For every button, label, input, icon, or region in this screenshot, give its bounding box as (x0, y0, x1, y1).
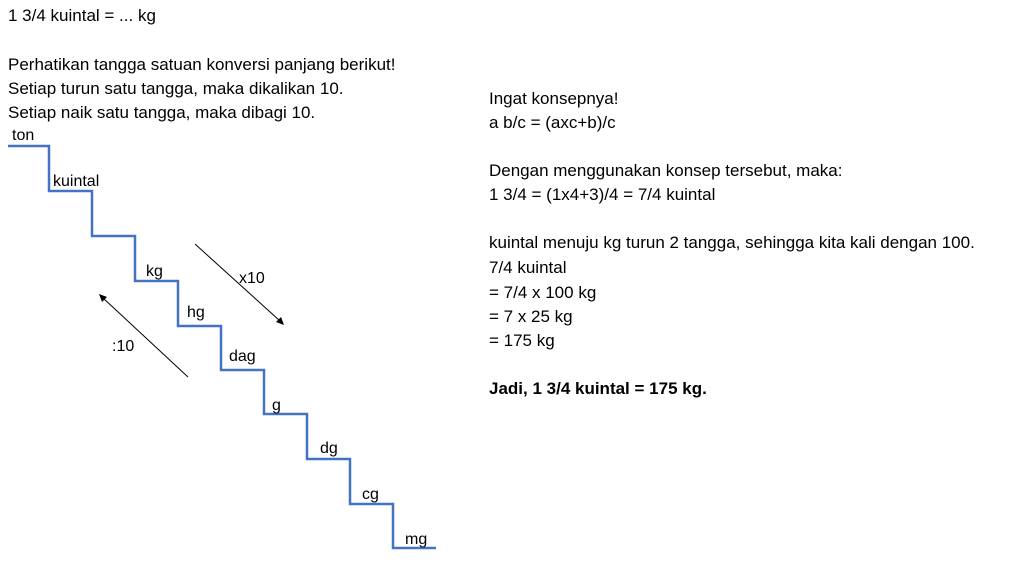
solution-line-6: 7/4 kuintal (489, 258, 567, 277)
stair-label-kg: kg (146, 263, 163, 280)
solution-line-2: a b/c = (axc+b)/c (489, 113, 616, 132)
multiply-label: x10 (239, 270, 265, 287)
down-arrow-line (195, 244, 280, 321)
stair-label-mg: mg (405, 531, 428, 548)
solution-line-9: = 175 kg (489, 331, 555, 350)
stair-label-cg: cg (362, 486, 379, 503)
solution-line-1: Ingat konsepnya! (489, 89, 619, 108)
stair-label-g: g (272, 397, 281, 414)
stair-label-kuintal: kuintal (53, 173, 100, 190)
stair-label-ton: ton (12, 127, 35, 144)
solution-line-8: = 7 x 25 kg (489, 307, 573, 326)
solution-line-7: = 7/4 x 100 kg (489, 283, 597, 302)
intro-line-3: Setiap naik satu tangga, maka dibagi 10. (8, 103, 316, 122)
solution-line-5: kuintal menuju kg turun 2 tangga, sehingga kita kali dengan 100. (489, 233, 975, 252)
question-text: 1 3/4 kuintal = ... kg (8, 6, 156, 25)
stair-label-hg: hg (187, 304, 205, 321)
solution-line-4: 1 3/4 = (1x4+3)/4 = 7/4 kuintal (489, 185, 716, 204)
stair-label-dag: dag (229, 348, 256, 365)
divide-label: :10 (112, 338, 135, 355)
solution-line-3: Dengan menggunakan konsep tersebut, maka: (489, 161, 843, 180)
intro-line-2: Setiap turun satu tangga, maka dikalikan 10. (8, 79, 344, 98)
stair-label-dg: dg (320, 440, 338, 457)
intro-line-1: Perhatikan tangga satuan konversi panjang berikut! (8, 55, 396, 74)
solution-conclusion: Jadi, 1 3/4 kuintal = 175 kg. (489, 379, 707, 398)
